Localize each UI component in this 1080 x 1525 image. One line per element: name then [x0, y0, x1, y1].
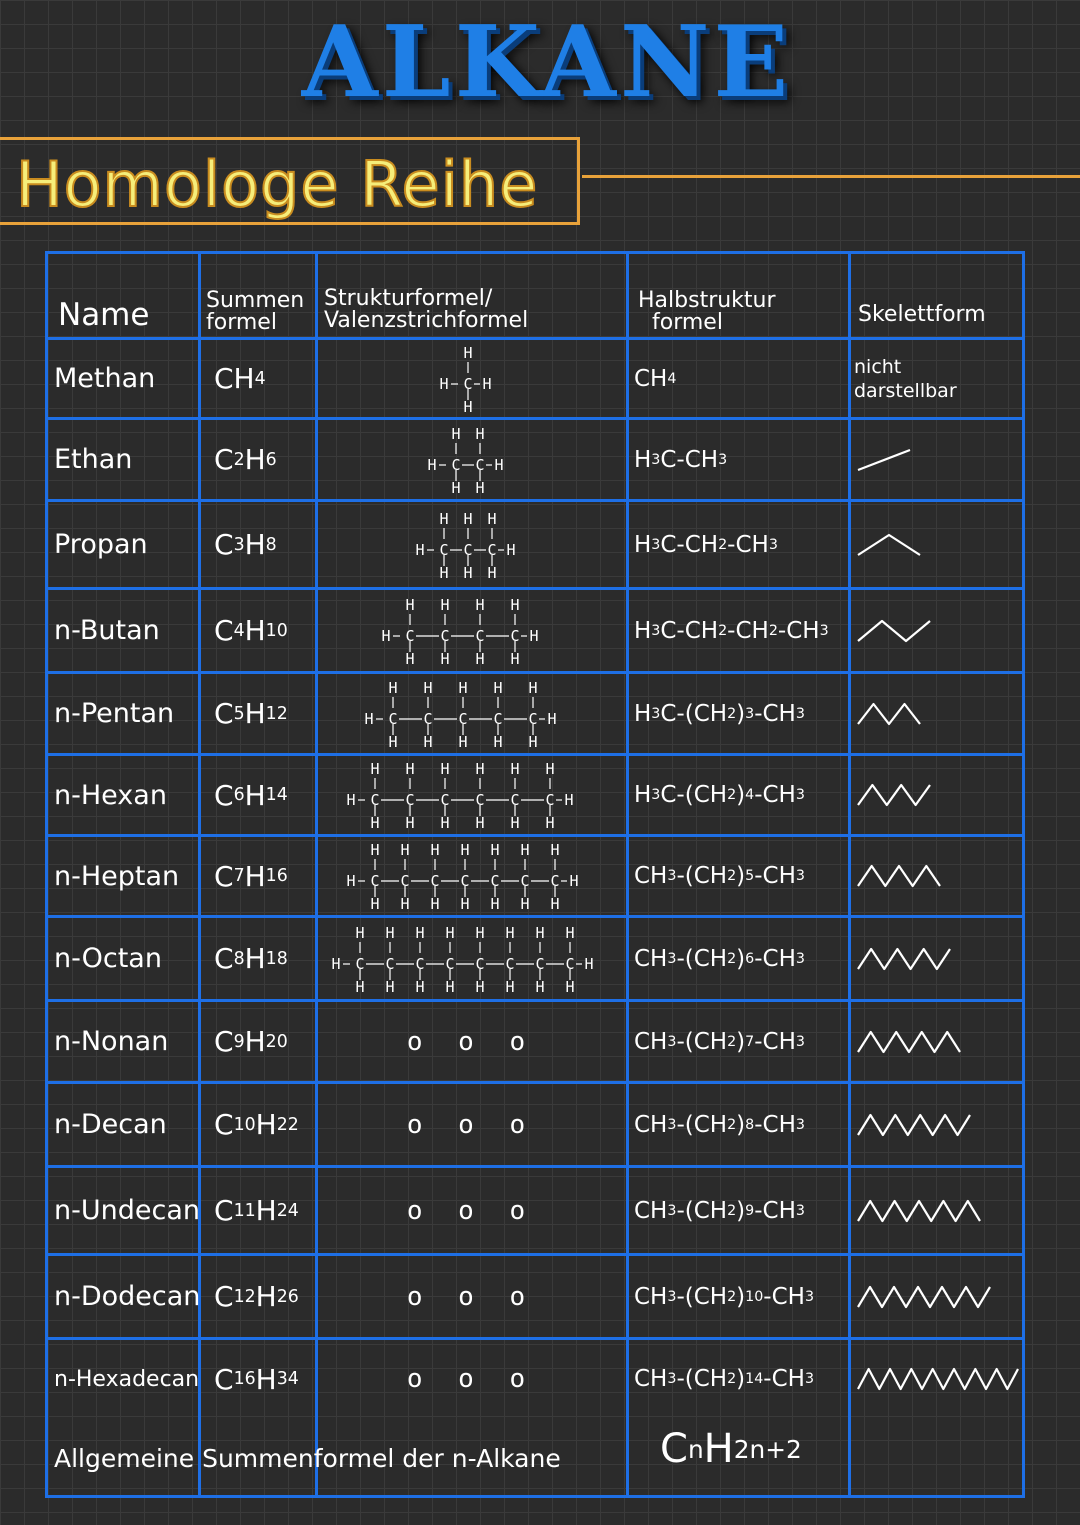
alkane-name: Methan	[54, 363, 156, 394]
hydrogen-atom: H	[564, 791, 574, 809]
hydrogen-atom: H	[445, 977, 455, 994]
alkane-name: n-Hexan	[54, 779, 167, 811]
structural-formula-drawing	[326, 924, 616, 994]
skeleton-formula	[854, 590, 1019, 671]
hydrogen-atom: H	[475, 977, 485, 994]
structural-formula	[318, 756, 624, 834]
alkane-name: n-Butan	[54, 615, 160, 646]
footer-general-formula: C n H 2n+2	[660, 1426, 802, 1472]
carbon-atom: C	[355, 954, 365, 973]
structural-formula: o o o	[406, 1281, 536, 1312]
carbon-atom: C	[550, 872, 560, 890]
skeleton-zigzag	[858, 949, 950, 969]
hydrogen-atom: H	[463, 397, 473, 414]
half-structural-formula: H 3 C-CH 2 -CH 2 -CH 3	[634, 617, 829, 644]
carbon-atom: C	[440, 791, 450, 809]
header-skelettform: Skelettform	[858, 302, 986, 327]
half-structural-formula: CH 3 -(CH 2 ) 6 -CH 3	[634, 945, 805, 972]
skeleton-formula	[854, 756, 1019, 834]
structural-formula-drawing	[359, 679, 584, 749]
hydrogen-atom: H	[490, 841, 500, 859]
hydrogen-atom: H	[385, 977, 395, 994]
hydrogen-atom: H	[529, 626, 539, 645]
skeleton-drawing	[854, 1022, 1019, 1062]
structural-formula-drawing	[341, 841, 601, 911]
hydrogen-atom: H	[460, 841, 470, 859]
skeleton-zigzag	[858, 1201, 980, 1221]
hydrogen-atom: H	[510, 595, 520, 614]
hydrogen-atom: H	[370, 895, 380, 911]
carbon-atom: C	[430, 872, 440, 890]
carbon-atom: C	[415, 954, 425, 973]
alkane-name: n-Decan	[54, 1109, 167, 1140]
sum-formula: C 11 H 24	[214, 1194, 299, 1227]
carbon-atom: C	[451, 455, 461, 474]
header-strukturformel	[324, 288, 528, 332]
carbon-atom: C	[405, 791, 415, 809]
hydrogen-atom: H	[475, 478, 485, 495]
sum-formula: C 3 H 8	[214, 528, 277, 561]
skeleton-drawing	[854, 1191, 1019, 1231]
skeleton-zigzag	[858, 866, 940, 886]
carbon-atom: C	[387, 709, 398, 728]
header-summen-line2: formel	[206, 310, 277, 335]
hydrogen-atom: H	[510, 649, 520, 666]
skeleton-zigzag	[858, 704, 920, 724]
hydrogen-atom: H	[475, 923, 485, 942]
half-structural-formula: H 3 C-(CH 2 ) 4 -CH 3	[634, 782, 805, 808]
half-structural-formula: CH 3 -(CH 2 ) 9 -CH 3	[634, 1197, 805, 1224]
hydrogen-atom: H	[355, 977, 365, 994]
structural-formula: o o o	[406, 1364, 536, 1394]
carbon-atom: C	[490, 872, 500, 890]
hydrogen-atom: H	[331, 954, 341, 973]
hydrogen-atom: H	[505, 923, 515, 942]
skeleton-formula	[854, 1002, 1019, 1081]
skeleton-drawing	[854, 1359, 1019, 1399]
column-divider	[626, 254, 629, 1495]
header-name: Name	[58, 297, 150, 333]
carbon-atom: C	[445, 954, 455, 973]
skeleton-zigzag	[858, 1032, 960, 1052]
carbon-atom: C	[492, 709, 503, 728]
hydrogen-atom: H	[387, 732, 398, 749]
hydrogen-atom: H	[550, 895, 560, 911]
hydrogen-atom: H	[487, 509, 497, 528]
sum-formula: C 16 H 34	[214, 1362, 299, 1396]
structural-formula-drawing	[341, 760, 601, 830]
carbon-atom: C	[457, 709, 468, 728]
header-halbstrukturformel	[638, 290, 776, 334]
hydrogen-atom: H	[463, 509, 473, 528]
hydrogen-atom: H	[482, 374, 492, 393]
carbon-atom: C	[565, 954, 575, 973]
carbon-atom: C	[400, 872, 410, 890]
page-title: ALKANE	[301, 5, 793, 120]
hydrogen-atom: H	[527, 678, 538, 697]
carbon-atom: C	[505, 954, 515, 973]
skeleton-formula	[854, 1256, 1019, 1337]
hydrogen-atom: H	[545, 760, 555, 778]
subtitle: Homologe Reihe	[16, 148, 539, 221]
hydrogen-atom: H	[565, 977, 575, 994]
carbon-atom: C	[460, 872, 470, 890]
hydrogen-atom: H	[565, 923, 575, 942]
structural-formula: o o o	[406, 1195, 536, 1226]
hydrogen-atom: H	[487, 563, 497, 580]
structural-formula	[318, 420, 624, 499]
skeleton-drawing	[854, 1105, 1019, 1145]
alkane-name: Propan	[54, 529, 148, 560]
alkane-name: n-Dodecan	[54, 1281, 201, 1312]
hydrogen-atom: H	[510, 814, 520, 830]
skeleton-zigzag	[858, 621, 930, 641]
carbon-atom: C	[545, 791, 555, 809]
hydrogen-atom: H	[492, 732, 503, 749]
hydrogen-atom: H	[400, 895, 410, 911]
hydrogen-atom: H	[463, 343, 473, 362]
alkane-name: n-Heptan	[54, 860, 180, 892]
hydrogen-atom: H	[400, 841, 410, 859]
skeleton-drawing	[854, 611, 1019, 651]
carbon-atom: C	[370, 872, 380, 890]
hydrogen-atom: H	[492, 678, 503, 697]
hydrogen-atom: H	[415, 977, 425, 994]
structural-formula-drawing	[422, 425, 520, 495]
hydrogen-atom: H	[405, 760, 415, 778]
structural-formula	[318, 502, 624, 587]
half-structural-formula: CH 3 -(CH 2 ) 10 -CH 3	[634, 1283, 815, 1310]
skeleton-formula	[854, 1084, 1019, 1165]
structural-formula-drawing	[434, 344, 508, 414]
subtitle-rule	[582, 175, 1080, 178]
alkane-table	[45, 251, 1025, 1498]
alkane-name: n-Hexadecan	[54, 1366, 200, 1392]
column-divider	[848, 254, 851, 1495]
hydrogen-atom: H	[535, 977, 545, 994]
header-summen-line1: Summen	[206, 288, 305, 313]
carbon-atom: C	[475, 954, 485, 973]
skeleton-formula	[854, 837, 1019, 915]
hydrogen-atom: H	[520, 895, 530, 911]
skeleton-drawing	[854, 694, 1019, 734]
skeleton-drawing	[854, 856, 1019, 896]
structural-formula-drawing	[376, 596, 566, 666]
footer-label: Allgemeine Summenformel der n-Alkane	[54, 1444, 561, 1473]
carbon-atom: C	[475, 626, 485, 645]
hydrogen-atom: H	[370, 841, 380, 859]
sum-formula: C 12 H 26	[214, 1280, 299, 1313]
half-structural-formula: CH 4	[634, 365, 677, 392]
hydrogen-atom: H	[527, 732, 538, 749]
hydrogen-atom: H	[546, 709, 557, 728]
hydrogen-atom: H	[381, 626, 391, 645]
hydrogen-atom: H	[370, 814, 380, 830]
sum-formula: C 4 H 10	[214, 614, 288, 647]
hydrogen-atom: H	[535, 923, 545, 942]
sum-formula: C 5 H 12	[214, 697, 288, 730]
sum-formula: C 10 H 22	[214, 1108, 299, 1141]
hydrogen-atom: H	[430, 895, 440, 911]
hydrogen-atom: H	[405, 649, 415, 666]
hydrogen-atom: H	[440, 760, 450, 778]
skeleton-zigzag	[858, 1369, 1018, 1389]
carbon-atom: C	[475, 791, 485, 809]
hydrogen-atom: H	[457, 678, 468, 697]
hydrogen-atom: H	[451, 424, 461, 443]
carbon-atom: C	[385, 954, 395, 973]
carbon-atom: C	[463, 540, 473, 559]
skeleton-formula	[854, 1340, 1019, 1418]
sum-formula: C 7 H 16	[214, 859, 288, 893]
carbon-atom: C	[475, 455, 485, 474]
structural-formula	[318, 918, 624, 999]
sum-formula: CH 4	[214, 362, 266, 395]
skeleton-zigzag	[858, 535, 920, 555]
header-summenformel	[206, 290, 304, 334]
hydrogen-atom: H	[475, 424, 485, 443]
hydrogen-atom: H	[506, 540, 516, 559]
half-structural-formula: CH 3 -(CH 2 ) 5 -CH 3	[634, 863, 805, 889]
hydrogen-atom: H	[355, 923, 365, 942]
sum-formula: C 2 H 6	[214, 443, 277, 476]
carbon-atom: C	[520, 872, 530, 890]
skeleton-zigzag	[858, 785, 930, 805]
skeleton-drawing	[854, 1277, 1019, 1317]
hydrogen-atom: H	[451, 478, 461, 495]
skeleton-zigzag	[858, 1115, 970, 1135]
half-structural-formula: CH 3 -(CH 2 ) 7 -CH 3	[634, 1028, 805, 1055]
skeleton-note: nicht darstellbar	[854, 355, 957, 402]
hydrogen-atom: H	[405, 595, 415, 614]
alkane-name: Ethan	[54, 444, 133, 475]
hydrogen-atom: H	[584, 954, 594, 973]
hydrogen-atom: H	[545, 814, 555, 830]
alkane-name: n-Undecan	[54, 1195, 200, 1226]
half-structural-formula: H 3 C-CH 3	[634, 446, 728, 473]
hydrogen-atom: H	[475, 595, 485, 614]
hydrogen-atom: H	[430, 841, 440, 859]
skeleton-formula	[854, 674, 1019, 753]
carbon-atom: C	[439, 540, 449, 559]
hydrogen-atom: H	[415, 923, 425, 942]
hydrogen-atom: H	[440, 595, 450, 614]
header-halb-line1: Halbstruktur	[638, 288, 776, 313]
carbon-atom: C	[527, 709, 538, 728]
structural-formula	[318, 590, 624, 671]
skeleton-formula	[854, 340, 964, 417]
hydrogen-atom: H	[439, 374, 449, 393]
skeleton-formula	[854, 1168, 1019, 1253]
carbon-atom: C	[487, 540, 497, 559]
alkane-name: n-Octan	[54, 943, 162, 974]
hydrogen-atom: H	[387, 678, 398, 697]
hydrogen-atom: H	[405, 814, 415, 830]
hydrogen-atom: H	[520, 841, 530, 859]
hydrogen-atom: H	[569, 872, 579, 890]
skeleton-formula	[854, 918, 1019, 999]
hydrogen-atom: H	[363, 709, 374, 728]
hydrogen-atom: H	[440, 649, 450, 666]
hydrogen-atom: H	[463, 563, 473, 580]
structural-formula-drawing	[410, 510, 532, 580]
sum-formula: C 6 H 14	[214, 778, 288, 812]
hydrogen-atom: H	[550, 841, 560, 859]
hydrogen-atom: H	[457, 732, 468, 749]
carbon-atom: C	[535, 954, 545, 973]
hydrogen-atom: H	[346, 872, 356, 890]
hydrogen-atom: H	[440, 814, 450, 830]
half-structural-formula: H 3 C-CH 2 -CH 3	[634, 531, 778, 558]
hydrogen-atom: H	[439, 509, 449, 528]
header-struktur-line1: Strukturformel/	[324, 286, 493, 311]
carbon-atom: C	[422, 709, 433, 728]
hydrogen-atom: H	[370, 760, 380, 778]
skeleton-drawing	[854, 939, 1019, 979]
carbon-atom: C	[405, 626, 415, 645]
skeleton-drawing	[854, 775, 1019, 815]
half-structural-formula: CH 3 -(CH 2 ) 14 -CH 3	[634, 1366, 815, 1392]
structural-formula	[318, 340, 624, 417]
skeleton-zigzag	[858, 1287, 990, 1307]
hydrogen-atom: H	[475, 649, 485, 666]
header-struktur-line2: Valenzstrichformel	[324, 308, 529, 333]
structural-formula: o o o	[406, 1026, 536, 1057]
structural-formula	[318, 837, 624, 915]
half-structural-formula: CH 3 -(CH 2 ) 8 -CH 3	[634, 1111, 805, 1138]
carbon-atom: C	[440, 626, 450, 645]
hydrogen-atom: H	[475, 814, 485, 830]
hydrogen-atom: H	[415, 540, 425, 559]
hydrogen-atom: H	[445, 923, 455, 942]
skeleton-drawing	[854, 525, 1019, 565]
skeleton-formula	[854, 502, 1019, 587]
hydrogen-atom: H	[494, 455, 504, 474]
hydrogen-atom: H	[439, 563, 449, 580]
sum-formula: C 8 H 18	[214, 942, 288, 975]
carbon-atom: C	[510, 626, 520, 645]
skeleton-formula	[854, 420, 1019, 499]
hydrogen-atom: H	[346, 791, 356, 809]
header-halb-line2: formel	[652, 310, 723, 335]
carbon-atom: C	[463, 374, 473, 393]
hydrogen-atom: H	[422, 732, 433, 749]
hydrogen-atom: H	[510, 760, 520, 778]
alkane-name: n-Nonan	[54, 1026, 169, 1057]
half-structural-formula: H 3 C-(CH 2 ) 3 -CH 3	[634, 700, 805, 727]
structural-formula	[318, 674, 624, 753]
hydrogen-atom: H	[505, 977, 515, 994]
hydrogen-atom: H	[385, 923, 395, 942]
skeleton-drawing	[854, 440, 1019, 480]
hydrogen-atom: H	[460, 895, 470, 911]
hydrogen-atom: H	[422, 678, 433, 697]
carbon-atom: C	[510, 791, 520, 809]
carbon-atom: C	[370, 791, 380, 809]
structural-formula: o o o	[406, 1109, 536, 1140]
hydrogen-atom: H	[490, 895, 500, 911]
skeleton-zigzag	[858, 450, 910, 470]
alkane-name: n-Pentan	[54, 698, 175, 729]
hydrogen-atom: H	[475, 760, 485, 778]
hydrogen-atom: H	[427, 455, 437, 474]
sum-formula: C 9 H 20	[214, 1025, 288, 1058]
